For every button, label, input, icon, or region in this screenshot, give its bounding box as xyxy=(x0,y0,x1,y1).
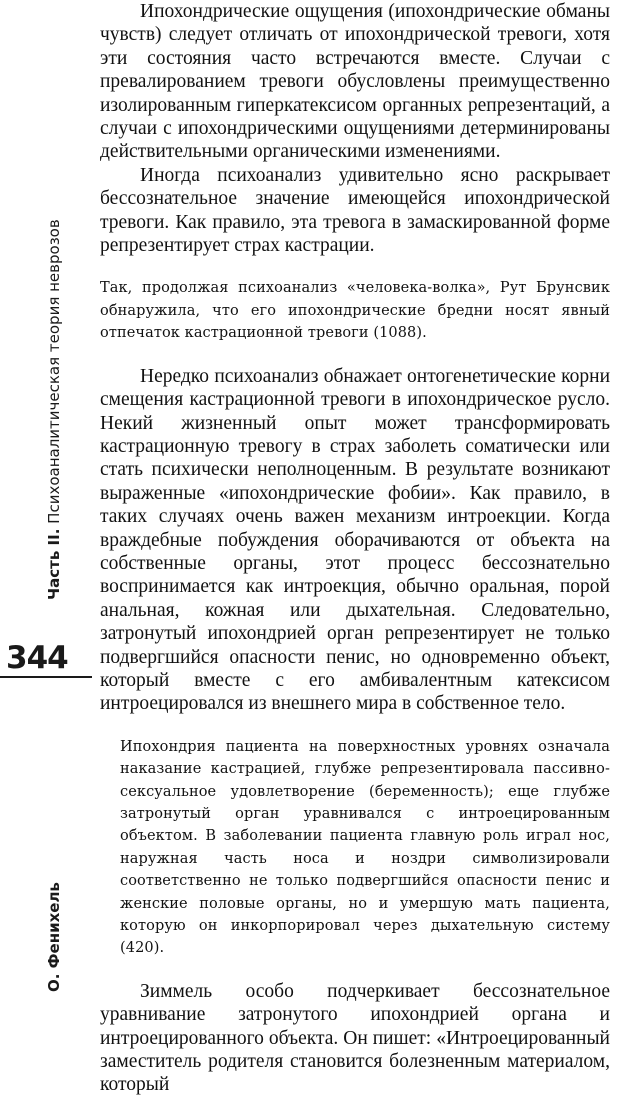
paragraph-2: Иногда психоанализ удивительно ясно раскрывает бессознательное значение имеющейся ипохондрической тревоги. Как правило, эта тревога в замаскированной форме репрезентирует страх кастрации. xyxy=(100,164,610,257)
quote-1: Так, продолжая психоанализ «человека-волка», Рут Брунсвик обнаружила, что его ипохондрические бредни носят явный отпечаток кастрационной тревоги (1088). xyxy=(100,280,610,342)
running-head-part: Часть II. xyxy=(45,528,63,600)
text-column xyxy=(100,0,610,1097)
page-number: 344 xyxy=(6,640,68,676)
paragraph-1: Ипохондрические ощущения (ипохондрические обманы чувств) следует отличать от ипохондрической тревоги, хотя эти состояния часто встречаются вместе. Случаи с превалированием тревоги обусловлены преимущественно изолированным гиперкатексисом органных репрезентаций, а случаи с ипохондрическими ощущениями детерминированы действительными органическими изменениями. xyxy=(100,1,610,163)
paragraph-4: Зиммель особо подчеркивает бессознательное уравнивание затронутого ипохондрией органа и интроецированного объекта. Он пишет: «Интроецированный заместитель родителя становится болезненным материалом, который xyxy=(100,980,610,1096)
paragraph-3: Нередко психоанализ обнажает онтогенетические корни смещения кастрационной тревоги в ипохондрическое русло. Некий жизненный опыт может трансформировать кастрационную тревогу в страх заболеть соматически или стать психически неполноценным. В результате возникают выраженные «ипохондрические фобии». Как правило, в таких случаях очень важен механизм интроекции. Когда враждебные побуждения оборачиваются от объекта на собственные органы, этот процесс бессознательно воспринимается как интроекция, обычно оральная, порой анальная, кожная или дыхательная. Следовательно, затронутый ипохондрией орган репрезентирует не только подвергшийся опасности пенис, но одновременно объект, который вместе с его амбивалентным катексисом интроецировался из внешнего мира в собственное тело. xyxy=(100,365,610,715)
running-head xyxy=(45,219,63,600)
quote-2: Ипохондрия пациента на поверхностных уровнях означала наказание кастрацией, глубже репрезентировала пассивно-сексуальное удовлетворение (беременность); еще глубже затронутый орган уравнивался с интроецированным объектом. В заболевании пациента главную роль играл нос, наружная часть носа и ноздри символизировали соответственно не только подвергшийся опасности пенис и женские половые органы, но и умершую мать пациента, которую он инкорпорировал через дыхательную систему (420). xyxy=(120,738,610,957)
author-name: О. Фенихель xyxy=(45,882,63,992)
page-number-rule xyxy=(0,676,92,678)
running-head-title: Психоаналитическая теория неврозов xyxy=(45,219,63,524)
